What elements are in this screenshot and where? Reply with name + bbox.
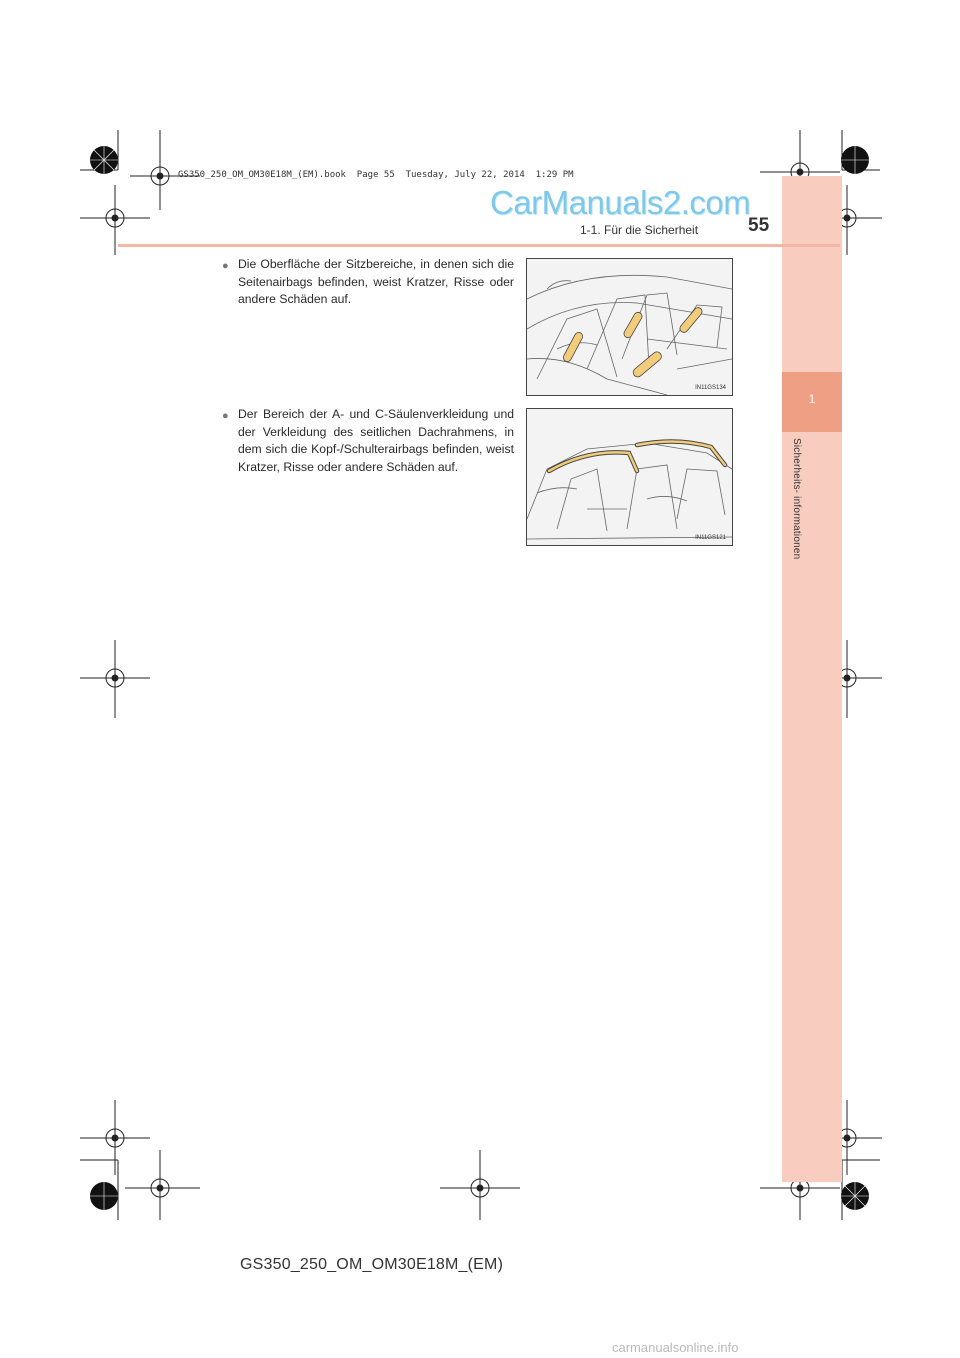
bullet-icon: ● [222, 410, 229, 422]
figure-side-airbags [526, 258, 733, 396]
chapter-number-tab [782, 372, 842, 432]
chapter-label: Sicherheits- informationen [791, 438, 802, 560]
figure-code: IN11GS121 [695, 535, 726, 541]
item-text: Die Oberfläche der Sitzbereiche, in denen sich die Seitenairbags befinden, weist Kratzer, Risse oder andere Schäden auf. [238, 257, 514, 307]
item-text: Der Bereich der A- und C-Säulenverkleidung und der Verkleidung des seitlichen Dachrahmens, in dem sich die Kopf-/Schulterairbags befinden, weist Kratzer, Risse oder andere Schäden auf. [238, 407, 514, 474]
book-info: GS350_250_OM_OM30E18M_(EM).book Page 55 Tuesday, July 22, 2014 1:29 PM [178, 170, 574, 180]
car-interior-roof-illustration [527, 409, 732, 545]
figure-curtain-airbags [526, 408, 733, 546]
header-rule [118, 244, 840, 247]
footer-site: carmanualsonline.info [612, 1340, 739, 1355]
watermark: CarManuals2.com [490, 184, 751, 221]
chapter-tab [782, 176, 842, 1182]
car-interior-seats-illustration [527, 259, 732, 395]
chapter-number: 1 [808, 392, 816, 406]
section-title: 1-1. Für die Sicherheit [580, 223, 699, 237]
bullet-icon: ● [222, 260, 229, 272]
footer-code: GS350_250_OM_OM30E18M_(EM) [240, 1256, 504, 1273]
list-item [222, 256, 514, 309]
page-number: 55 [748, 215, 770, 236]
figure-code: IN11GS134 [695, 385, 726, 391]
list-item [222, 406, 514, 476]
